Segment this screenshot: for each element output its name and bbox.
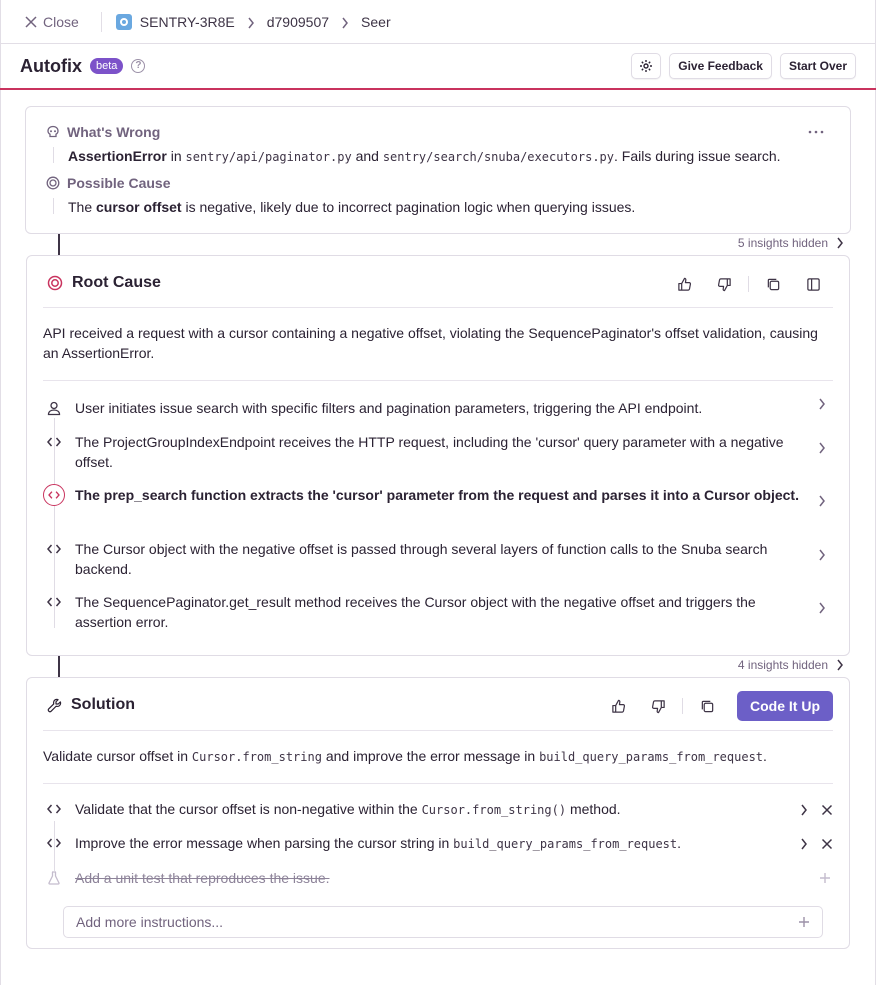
close-button[interactable] xyxy=(25,14,79,30)
text-and: and xyxy=(355,148,379,164)
thumbs-down-button[interactable] xyxy=(704,272,744,296)
thumbs-down-icon xyxy=(651,699,666,714)
possible-cause-text xyxy=(68,197,635,217)
file-path: sentry/api/paginator.py xyxy=(185,150,352,164)
panel-toggle-button[interactable] xyxy=(793,272,833,296)
issue-summary-card xyxy=(25,106,851,234)
thumbs-up-button[interactable] xyxy=(664,272,704,296)
step-controls xyxy=(797,801,833,817)
root-cause-step-active[interactable] xyxy=(43,485,833,507)
file-path: sentry/search/snuba/executors.py xyxy=(382,150,614,164)
chevron-right-icon xyxy=(341,14,349,30)
beta-badge: beta xyxy=(90,58,123,74)
summary-line xyxy=(53,198,54,214)
solution-summary xyxy=(43,746,833,767)
possible-cause-label: Possible Cause xyxy=(67,175,171,191)
timeline-connector xyxy=(58,234,60,255)
autofix-header xyxy=(0,44,876,90)
step-text xyxy=(75,835,797,851)
root-cause-step[interactable] xyxy=(43,539,833,579)
solution-step[interactable] xyxy=(43,801,833,817)
copy-button[interactable] xyxy=(753,272,793,296)
chevron-right-icon[interactable] xyxy=(811,495,833,507)
divider xyxy=(682,698,683,714)
timeline-connector xyxy=(58,656,60,677)
close-icon xyxy=(25,16,37,28)
project-icon xyxy=(116,14,132,30)
code-icon xyxy=(43,803,65,815)
step-text: The Cursor object with the negative offset is passed through several layers of function calls to the Snuba search backend. xyxy=(75,541,768,577)
solution-card xyxy=(26,677,850,949)
help-icon[interactable]: ? xyxy=(131,59,145,73)
text-pre: The xyxy=(68,199,93,215)
divider xyxy=(43,380,833,381)
ellipsis-icon xyxy=(808,130,824,134)
remove-step-icon[interactable] xyxy=(821,835,833,851)
chevron-right-icon[interactable] xyxy=(811,442,833,454)
code-icon xyxy=(43,538,65,560)
code-icon xyxy=(43,591,65,613)
insights-toggle[interactable] xyxy=(738,236,844,250)
text-end: . xyxy=(763,748,767,764)
chevron-right-icon[interactable] xyxy=(797,801,811,817)
copy-icon xyxy=(700,699,715,714)
code-it-up-button[interactable]: Code It Up xyxy=(737,691,833,721)
text-bold: cursor offset xyxy=(96,199,182,215)
top-bar xyxy=(0,0,876,44)
breadcrumb-commit[interactable]: d7909507 xyxy=(266,13,330,30)
add-instructions-placeholder: Add more instructions... xyxy=(76,914,224,930)
close-label: Close xyxy=(43,13,79,30)
step-text: The ProjectGroupIndexEndpoint receives the HTTP request, including the 'cursor' query parameter with a negative offset. xyxy=(75,434,784,470)
divider xyxy=(748,276,749,292)
root-cause-title: Root Cause xyxy=(72,274,161,291)
plus-icon[interactable] xyxy=(798,913,810,931)
error-name: AssertionError xyxy=(68,148,167,164)
chevron-right-icon[interactable] xyxy=(811,602,833,614)
flask-icon xyxy=(43,871,65,885)
header-actions xyxy=(631,53,856,79)
code-snippet: build_query_params_from_request xyxy=(453,837,678,851)
insights-hidden-label: 5 insights hidden xyxy=(737,236,828,250)
solution-heading xyxy=(47,696,135,714)
chevron-right-icon[interactable] xyxy=(797,835,811,851)
insights-hidden-label: 4 insights hidden xyxy=(737,658,828,672)
target-icon xyxy=(47,275,63,291)
root-cause-description: API received a request with a cursor containing a negative offset, violating the SequencePaginator's offset validation, causing an AssertionError. xyxy=(43,325,818,361)
root-cause-actions xyxy=(664,272,833,296)
breadcrumb-project[interactable]: SENTRY-3R8E xyxy=(139,13,235,30)
whats-wrong-heading xyxy=(46,124,160,140)
settings-button[interactable] xyxy=(631,53,661,79)
give-feedback-button[interactable]: Give Feedback xyxy=(669,53,772,79)
text-in: in xyxy=(170,148,182,164)
text-rest: is negative, likely due to incorrect pagination logic when querying issues. xyxy=(185,199,636,215)
insights-toggle[interactable] xyxy=(738,658,844,672)
thumbs-up-icon xyxy=(611,699,626,714)
thumbs-down-icon xyxy=(717,277,732,292)
chevron-right-icon[interactable] xyxy=(811,398,833,410)
gear-icon xyxy=(639,59,653,73)
text-rest: . Fails during issue search. xyxy=(614,148,781,164)
copy-button[interactable] xyxy=(687,694,727,718)
divider xyxy=(43,307,833,308)
chevron-right-icon xyxy=(836,659,844,671)
summary-line xyxy=(53,147,54,163)
chevron-right-icon xyxy=(836,237,844,249)
breadcrumb xyxy=(116,14,391,30)
text-mid: and improve the error message in xyxy=(325,748,536,764)
skull-icon xyxy=(46,125,60,139)
thumbs-up-icon xyxy=(677,277,692,292)
user-icon xyxy=(43,397,65,419)
step-controls xyxy=(797,835,833,851)
wrench-icon xyxy=(47,698,62,713)
solution-title: Solution xyxy=(71,696,135,713)
solution-actions xyxy=(598,691,833,721)
chevron-right-icon xyxy=(247,14,255,30)
divider xyxy=(43,730,833,731)
whats-wrong-label: What's Wrong xyxy=(67,124,161,140)
remove-step-icon[interactable] xyxy=(821,801,833,817)
step-text xyxy=(75,801,797,817)
start-over-button[interactable]: Start Over xyxy=(780,53,856,79)
code-snippet: Cursor.from_string() xyxy=(421,803,567,817)
step-text: The prep_search function extracts the 'cursor' parameter from the request and parses it into a Cursor object. xyxy=(75,487,799,503)
code-icon xyxy=(43,837,65,849)
step-text: Add a unit test that reproduces the issue. xyxy=(75,870,330,886)
root-cause-step[interactable] xyxy=(43,592,833,632)
code-snippet: Cursor.from_string xyxy=(191,750,322,764)
code-icon xyxy=(43,484,65,506)
divider xyxy=(43,783,833,784)
more-options-button[interactable] xyxy=(808,123,824,141)
sidebar-panel-icon xyxy=(806,277,821,292)
step-text: The SequencePaginator.get_result method receives the Cursor object with the negative offset and triggers the assertion error. xyxy=(75,594,756,630)
step-text: User initiates issue search with specific filters and pagination parameters, triggering the API endpoint. xyxy=(75,400,703,416)
page-title: Autofix xyxy=(20,55,82,76)
text-pre: Improve the error message when parsing the cursor string in xyxy=(75,835,450,851)
text-post: method. xyxy=(569,801,621,817)
text-post: . xyxy=(677,835,682,851)
thumbs-down-button[interactable] xyxy=(638,694,678,718)
code-icon xyxy=(43,431,65,453)
root-cause-step[interactable] xyxy=(43,432,833,472)
copy-icon xyxy=(766,277,781,292)
text-pre: Validate cursor offset in xyxy=(43,748,189,764)
solution-step-removed[interactable] xyxy=(43,869,833,887)
target-icon xyxy=(46,176,60,190)
text-pre: Validate that the cursor offset is non-negative within the xyxy=(75,801,418,817)
solution-step[interactable] xyxy=(43,835,833,851)
root-cause-card xyxy=(26,255,850,656)
divider xyxy=(101,12,102,32)
whats-wrong-text xyxy=(68,146,781,167)
possible-cause-heading xyxy=(46,175,171,191)
code-snippet: build_query_params_from_request xyxy=(539,750,764,764)
restore-step-icon[interactable] xyxy=(819,869,831,887)
root-cause-step[interactable] xyxy=(43,398,833,419)
step-controls xyxy=(819,869,833,887)
thumbs-up-button[interactable] xyxy=(598,694,638,718)
add-instructions-input[interactable] xyxy=(63,906,823,938)
breadcrumb-current: Seer xyxy=(361,13,391,30)
root-cause-heading xyxy=(47,274,161,292)
chevron-right-icon[interactable] xyxy=(811,549,833,561)
